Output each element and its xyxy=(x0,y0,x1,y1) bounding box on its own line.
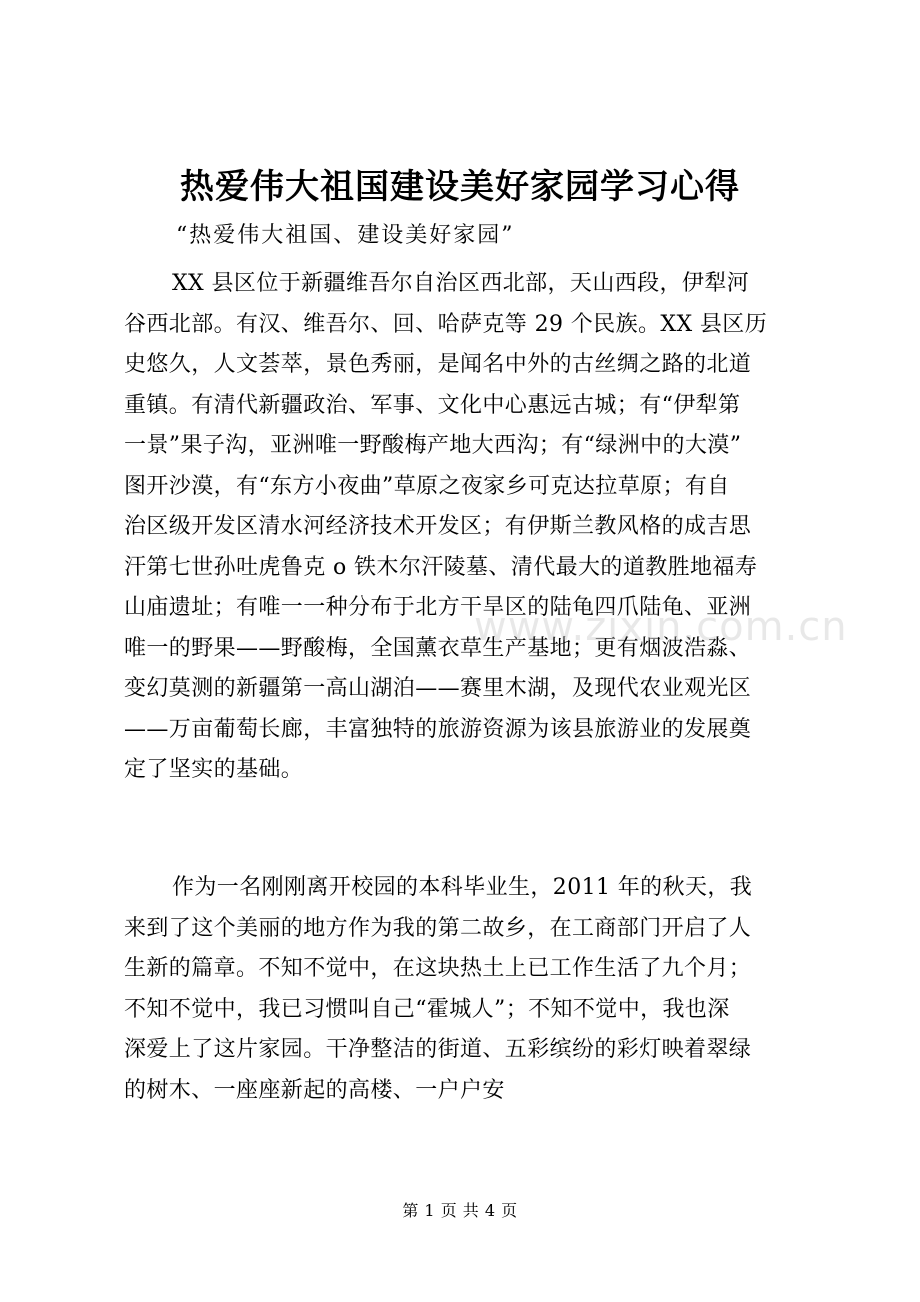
paragraph-line: 作为一名刚刚离开校园的本科毕业生，2011 年的秋天，我 xyxy=(172,875,753,900)
paragraph-line: ——万亩葡萄长廊，丰富独特的旅游资源为该县旅游业的发展奠 xyxy=(124,716,752,742)
paragraph-line: 唯一的野果——野酸梅，全国薰衣草生产基地；更有烟波浩淼、 xyxy=(124,635,752,661)
paragraph-line: 来到了这个美丽的地方作为我的第二故乡，在工商部门开启了人 xyxy=(124,915,752,941)
paragraph-line: 定了坚实的基础。 xyxy=(124,757,304,782)
paragraph-line: 深爱上了这片家园。干净整洁的街道、五彩缤纷的彩灯映着翠绿 xyxy=(124,1037,752,1062)
paragraph-line: XX 县区位于新疆维吾尔自治区西北部，天山西段，伊犁河 xyxy=(172,271,750,296)
paragraph-line: 重镇。有清代新疆政治、军事、文化中心惠远古城；有“伊犁第 xyxy=(124,392,741,418)
paragraph-1 xyxy=(124,264,824,791)
paragraph-line: 史悠久，人文荟萃，景色秀丽，是闻名中外的古丝绸之路的北道 xyxy=(124,352,752,377)
page-footer: 第 1 页 共 4 页 xyxy=(402,1201,518,1220)
paragraph-line: 生新的篇章。不知不觉中，在这块热土上已工作生活了九个月； xyxy=(124,956,752,981)
paragraph-2 xyxy=(124,868,824,1111)
paragraph-line: 汗第七世孙吐虎鲁克 o 铁木尔汗陵墓、清代最大的道教胜地福寿 xyxy=(124,554,758,580)
paragraph-line: 不知不觉中，我已习惯叫自己“霍城人”；不知不觉中，我也深 xyxy=(124,996,730,1022)
paragraph-line: 山庙遗址；有唯一一种分布于北方干旱区的陆龟四爪陆龟、亚洲 xyxy=(124,595,752,620)
paragraph-line: 变幻莫测的新疆第一高山湖泊——赛里木湖，及现代农业观光区 xyxy=(124,676,752,701)
paragraph-line: 图开沙漠，有“东方小夜曲”草原之夜家乡可克达拉草原；有自 xyxy=(124,473,730,499)
document-subtitle: “热爱伟大祖国、建设美好家园” xyxy=(176,223,515,248)
paragraph-line: 谷西北部。有汉、维吾尔、回、哈萨克等 29 个民族。XX 县区历 xyxy=(124,311,768,337)
document-title: 热爱伟大祖国建设美好家园学习心得 xyxy=(180,167,740,207)
paragraph-line: 的树木、一座座新起的高楼、一户户安 xyxy=(124,1077,505,1103)
paragraph-line: 一景”果子沟，亚洲唯一野酸梅产地大西沟；有“绿洲中的大漠” xyxy=(124,433,742,458)
paragraph-line: 治区级开发区清水河经济技术开发区；有伊斯兰教风格的成吉思 xyxy=(124,514,752,539)
watermark: www.zixin.com.cn xyxy=(474,604,848,650)
